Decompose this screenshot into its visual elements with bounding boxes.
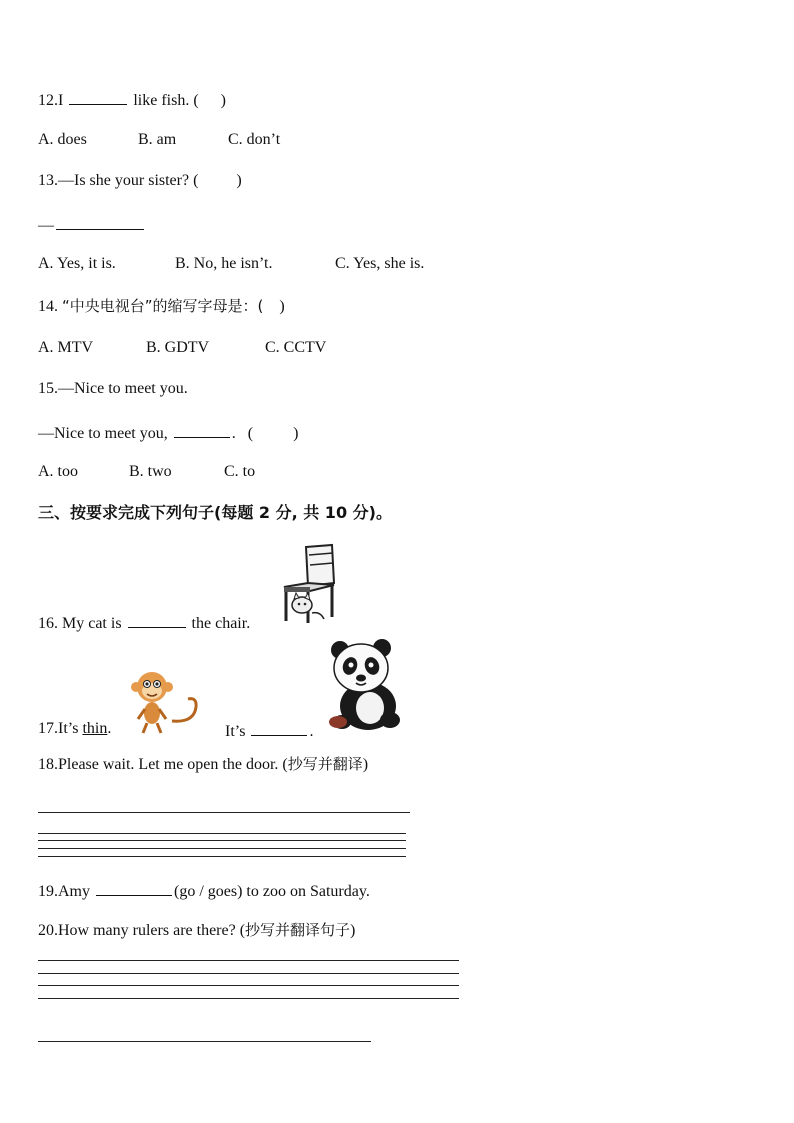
question-19: 19.Amy (go / goes) to zoo on Saturday. xyxy=(38,879,370,902)
answer-blank[interactable] xyxy=(56,213,144,230)
option-a[interactable]: A. Yes, it is. xyxy=(38,255,116,272)
writing-line[interactable] xyxy=(38,1041,371,1042)
panda-image xyxy=(322,638,406,734)
answer-blank[interactable] xyxy=(174,421,230,438)
question-15-line-2: —Nice to meet you, . ( ) xyxy=(38,421,298,444)
answer-blank[interactable] xyxy=(251,719,307,736)
question-13-options xyxy=(38,254,424,274)
writing-line[interactable] xyxy=(38,856,406,857)
chair-with-cat-image xyxy=(278,543,340,625)
option-c[interactable]: C. Yes, she is. xyxy=(335,255,425,272)
writing-line[interactable] xyxy=(38,840,406,841)
option-c[interactable]: C. CCTV xyxy=(265,339,327,356)
writing-line[interactable] xyxy=(38,985,459,986)
question-16: 16. My cat is the chair. xyxy=(38,611,250,634)
option-b[interactable]: B. No, he isn’t. xyxy=(175,255,273,272)
question-15: 15.—Nice to meet you. xyxy=(38,380,188,397)
option-a[interactable]: A. too xyxy=(38,463,78,480)
option-a[interactable]: A. MTV xyxy=(38,339,94,356)
writing-line[interactable] xyxy=(38,960,459,961)
question-20: 20.How many rulers are there? (抄写并翻译句子) xyxy=(38,921,356,939)
monkey-image xyxy=(130,669,206,735)
question-14-options xyxy=(38,338,326,358)
answer-blank[interactable] xyxy=(96,879,172,896)
underlined-word: thin xyxy=(82,720,108,737)
question-12: 12.I like fish. ( ) xyxy=(38,88,226,111)
writing-line[interactable] xyxy=(38,833,406,834)
option-a[interactable]: A. does xyxy=(38,131,87,148)
question-17: 17.It’s thin. xyxy=(38,720,112,737)
writing-line[interactable] xyxy=(38,812,410,813)
option-b[interactable]: B. am xyxy=(138,131,177,148)
question-13-answer-line: — xyxy=(38,213,146,236)
section-heading: 三、按要求完成下列句子(每题 2 分, 共 10 分)。 xyxy=(38,503,392,522)
option-c[interactable]: C. to xyxy=(224,463,256,480)
question-14: 14. “中央电视台”的缩写字母是：( ) xyxy=(38,297,285,315)
option-b[interactable]: B. GDTV xyxy=(146,339,210,356)
answer-blank[interactable] xyxy=(69,88,127,105)
question-15-options xyxy=(38,462,255,482)
option-b[interactable]: B. two xyxy=(129,463,172,480)
question-17-answer: It’s . xyxy=(225,719,313,742)
writing-line[interactable] xyxy=(38,848,406,849)
writing-line[interactable] xyxy=(38,998,459,999)
answer-blank[interactable] xyxy=(128,611,186,628)
option-c[interactable]: C. don’t xyxy=(228,131,281,148)
question-18: 18.Please wait. Let me open the door. (抄写并翻译) xyxy=(38,755,369,773)
question-12-options xyxy=(38,130,280,150)
question-13: 13.—Is she your sister? ( ) xyxy=(38,172,242,189)
writing-line[interactable] xyxy=(38,973,459,974)
